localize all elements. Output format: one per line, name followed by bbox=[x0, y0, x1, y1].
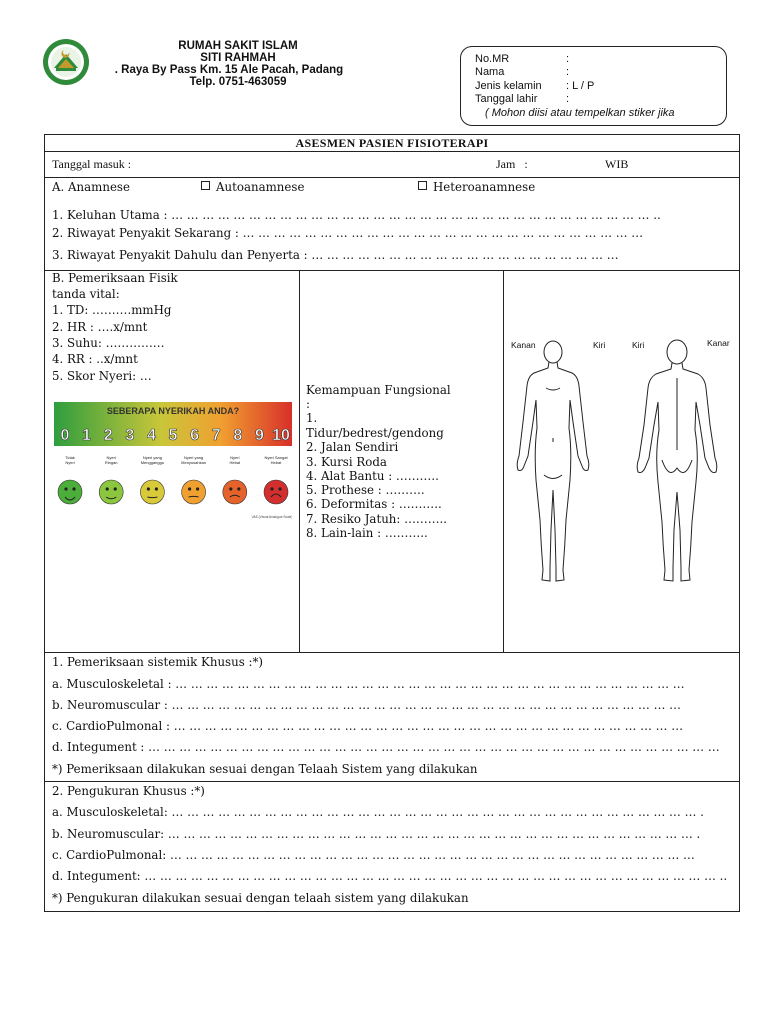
sistemik-heading: 1. Pemeriksaan sistemik Khusus :*) bbox=[52, 655, 263, 669]
pengukuran-heading: 2. Pengukuran Khusus :*) bbox=[52, 784, 205, 798]
pain-face-eye bbox=[114, 487, 117, 490]
pain-face-label: Ringan bbox=[104, 460, 118, 465]
wib-label: WIB bbox=[605, 157, 629, 171]
body-label-back-left: Kiri bbox=[632, 340, 645, 350]
pain-face-label: Nyeri bbox=[230, 455, 240, 460]
body-label-front-left: Kiri bbox=[593, 340, 606, 350]
id-value-gender[interactable]: : L / P bbox=[566, 80, 595, 92]
pain-face-eye bbox=[147, 487, 150, 490]
id-label-dob: Tanggal lahir bbox=[475, 93, 538, 105]
tanda-vital-label: tanda vital: bbox=[52, 287, 120, 301]
body-back-figure[interactable] bbox=[637, 340, 717, 581]
riwayat-sekarang[interactable]: 2. Riwayat Penyakit Sekarang : … … … … … … … … … … … … … … … … … … … … … … … … … … bbox=[52, 226, 644, 240]
divider bbox=[44, 781, 740, 782]
kemampuan-item[interactable]: 6. Deformitas : ……….. bbox=[306, 497, 442, 511]
hospital-logo bbox=[42, 38, 90, 86]
form-title: ASESMEN PASIEN FISIOTERAPI bbox=[295, 136, 489, 150]
pain-face-eye bbox=[229, 487, 232, 490]
pain-face-label: Menyusahkan bbox=[181, 460, 207, 465]
vital-suhu[interactable]: 3. Suhu: …………… bbox=[52, 336, 165, 350]
vital-skor-nyeri[interactable]: 5. Skor Nyeri: … bbox=[52, 369, 152, 383]
kemampuan-item[interactable]: 4. Alat Bantu : ……….. bbox=[306, 469, 439, 483]
pain-face-eye bbox=[237, 487, 240, 490]
kemampuan-item[interactable]: 3. Kursi Roda bbox=[306, 455, 387, 469]
pain-face-eye bbox=[188, 487, 191, 490]
pain-number: 3 bbox=[125, 427, 135, 444]
keluhan-utama[interactable]: 1. Keluhan Utama : … … … … … … … … … … … … … … … … … … … … … … … … … … … … … … … .. bbox=[52, 208, 661, 222]
pain-scale-title: SEBERAPA NYERIKAH ANDA? bbox=[106, 406, 240, 416]
kemampuan-item[interactable]: 7. Resiko Jatuh: ……….. bbox=[306, 512, 448, 526]
pain-number: 6 bbox=[190, 427, 200, 444]
pain-scale-faces bbox=[58, 455, 288, 504]
divider bbox=[44, 652, 740, 653]
pain-number: 9 bbox=[254, 427, 264, 444]
divider bbox=[44, 151, 740, 152]
pain-face-eye bbox=[196, 487, 199, 490]
kemampuan-item[interactable]: Tidur/bedrest/gendong bbox=[306, 426, 444, 440]
hospital-phone: Telp. 0751-463059 bbox=[189, 76, 287, 88]
pengukuran-integument[interactable]: d. Integument: … … … … … … … … … … … … … … … … … … … … … … … … … … … … … … … … … … … … … .. bbox=[52, 869, 728, 883]
pain-face-label: Mengganggu bbox=[140, 460, 165, 465]
pain-face-eye bbox=[278, 487, 281, 490]
kemampuan-item[interactable]: 2. Jalan Sendiri bbox=[306, 440, 399, 454]
body-diagram[interactable] bbox=[506, 330, 736, 590]
id-label-gender: Jenis kelamin bbox=[475, 80, 542, 92]
pain-number: 1 bbox=[82, 427, 92, 444]
pain-face-icon bbox=[140, 480, 164, 504]
kemampuan-colon: : bbox=[306, 397, 310, 411]
body-label-back-right: Kanar bbox=[707, 338, 730, 348]
vital-hr[interactable]: 2. HR : ….x/mnt bbox=[52, 320, 148, 334]
pengukuran-neuromuscular[interactable]: b. Neuromuscular: … … … … … … … … … … … … … … … … … … … … … … … … … … … … … … … … … … . bbox=[52, 827, 701, 841]
pain-face-eye bbox=[72, 487, 75, 490]
id-label-nama: Nama bbox=[475, 66, 505, 78]
pain-face-label: Hebat bbox=[270, 460, 282, 465]
autoanamnese-checkbox[interactable] bbox=[201, 181, 210, 190]
heteroanamnese-checkbox[interactable] bbox=[418, 181, 427, 190]
id-value-dob[interactable]: : bbox=[566, 93, 570, 105]
kemampuan-item[interactable]: 8. Lain-lain : ……….. bbox=[306, 526, 428, 540]
pain-scale-image bbox=[54, 402, 292, 520]
pain-face-eye bbox=[106, 487, 109, 490]
hospital-header bbox=[88, 40, 388, 88]
body-front-figure[interactable] bbox=[517, 341, 589, 581]
pengukuran-note: *) Pengukuran dilakukan sesuai dengan telaah sistem yang dilakukan bbox=[52, 891, 469, 905]
pain-face-label: Nyeri yang bbox=[184, 455, 204, 460]
pain-face-icon bbox=[182, 480, 206, 504]
pengukuran-musculoskeletal[interactable]: a. Musculoskeletal: … … … … … … … … … … … … … … … … … … … … … … … … … … … … … … … … … … . bbox=[52, 805, 704, 819]
id-value-mr[interactable]: : bbox=[566, 53, 570, 65]
pain-face-label: Nyeri Sangat bbox=[264, 455, 288, 460]
pain-number: 0 bbox=[60, 427, 70, 444]
tanggal-masuk-label: Tanggal masuk : bbox=[52, 157, 132, 171]
pain-scale-footer: VAS (Visual Analogue Scale) bbox=[251, 515, 292, 519]
pain-number: 10 bbox=[272, 427, 290, 444]
heteroanamnese-option[interactable]: Heteroanamnese bbox=[418, 180, 535, 194]
anamnese-label: A. Anamnese bbox=[52, 180, 130, 194]
sistemik-note: *) Pemeriksaan dilakukan sesuai dengan Telaah Sistem yang dilakukan bbox=[52, 762, 478, 776]
hospital-name-line1: RUMAH SAKIT ISLAM bbox=[178, 40, 298, 52]
pain-face-label: Nyeri yang bbox=[142, 455, 162, 460]
sistemik-integument[interactable]: d. Integument : … … … … … … … … … … … … … … … … … … … … … … … … … … … … … … … … … … … … … bbox=[52, 740, 720, 754]
kemampuan-label: Kemampuan Fungsional bbox=[306, 383, 451, 397]
vital-rr[interactable]: 4. RR : ..x/mnt bbox=[52, 352, 138, 366]
pemeriksaan-fisik-label: B. Pemeriksaan Fisik bbox=[52, 271, 178, 285]
pain-face-label: Nyeri bbox=[65, 460, 75, 465]
sistemik-neuromuscular[interactable]: b. Neuromuscular : … … … … … … … … … … … … … … … … … … … … … … … … … … … … … … … … … bbox=[52, 698, 681, 712]
kemampuan-item[interactable]: 1. bbox=[306, 411, 318, 425]
riwayat-dahulu[interactable]: 3. Riwayat Penyakit Dahulu dan Penyerta : … … … … … … … … … … … … … … … … … … … … bbox=[52, 248, 619, 262]
sistemik-musculoskeletal[interactable]: a. Musculoskeletal : … … … … … … … … … … … … … … … … … … … … … … … … … … … … … … … … … bbox=[52, 677, 685, 691]
pain-face-label: Hebat bbox=[229, 460, 241, 465]
pain-face-eye bbox=[64, 487, 67, 490]
hospital-address: . Raya By Pass Km. 15 Ale Pacah, Padang bbox=[114, 64, 344, 76]
pain-face-eye bbox=[270, 487, 273, 490]
pain-face-label: Nyeri bbox=[106, 455, 116, 460]
hospital-name-line2: SITI RAHMAH bbox=[200, 52, 276, 64]
pain-face-icon bbox=[223, 480, 247, 504]
column-divider bbox=[503, 270, 504, 652]
pain-face-label: Tidak bbox=[65, 455, 75, 460]
pain-number: 7 bbox=[211, 427, 221, 444]
sticker-note: ( Mohon diisi atau tempelkan stiker jika bbox=[485, 107, 675, 119]
sistemik-cardiopulmonal[interactable]: c. CardioPulmonal : … … … … … … … … … … … … … … … … … … … … … … … … … … … … … … … … … bbox=[52, 719, 684, 733]
pain-face-icon bbox=[264, 480, 288, 504]
divider bbox=[44, 177, 740, 178]
pain-number: 8 bbox=[233, 427, 243, 444]
patient-id-box bbox=[460, 46, 727, 126]
pengukuran-cardiopulmonal[interactable]: c. CardioPulmonal: … … … … … … … … … … … … … … … … … … … … … … … … … … … … … … … … … … bbox=[52, 848, 695, 862]
autoanamnese-option[interactable]: Autoanamnese bbox=[201, 180, 304, 194]
id-label-mr: No.MR bbox=[475, 53, 510, 65]
pain-number: 2 bbox=[103, 427, 113, 444]
vital-td[interactable]: 1. TD: ……….mmHg bbox=[52, 303, 172, 317]
kemampuan-item[interactable]: 5. Prothese : ………. bbox=[306, 483, 425, 497]
pain-face-eye bbox=[155, 487, 158, 490]
pain-number: 4 bbox=[146, 427, 156, 444]
body-label-front-right: Kanan bbox=[511, 340, 536, 350]
column-divider bbox=[299, 270, 300, 652]
id-value-nama[interactable]: : bbox=[566, 66, 570, 78]
jam-label: Jam : bbox=[496, 157, 528, 171]
pain-face-icon bbox=[99, 480, 123, 504]
pain-number: 5 bbox=[168, 427, 178, 444]
